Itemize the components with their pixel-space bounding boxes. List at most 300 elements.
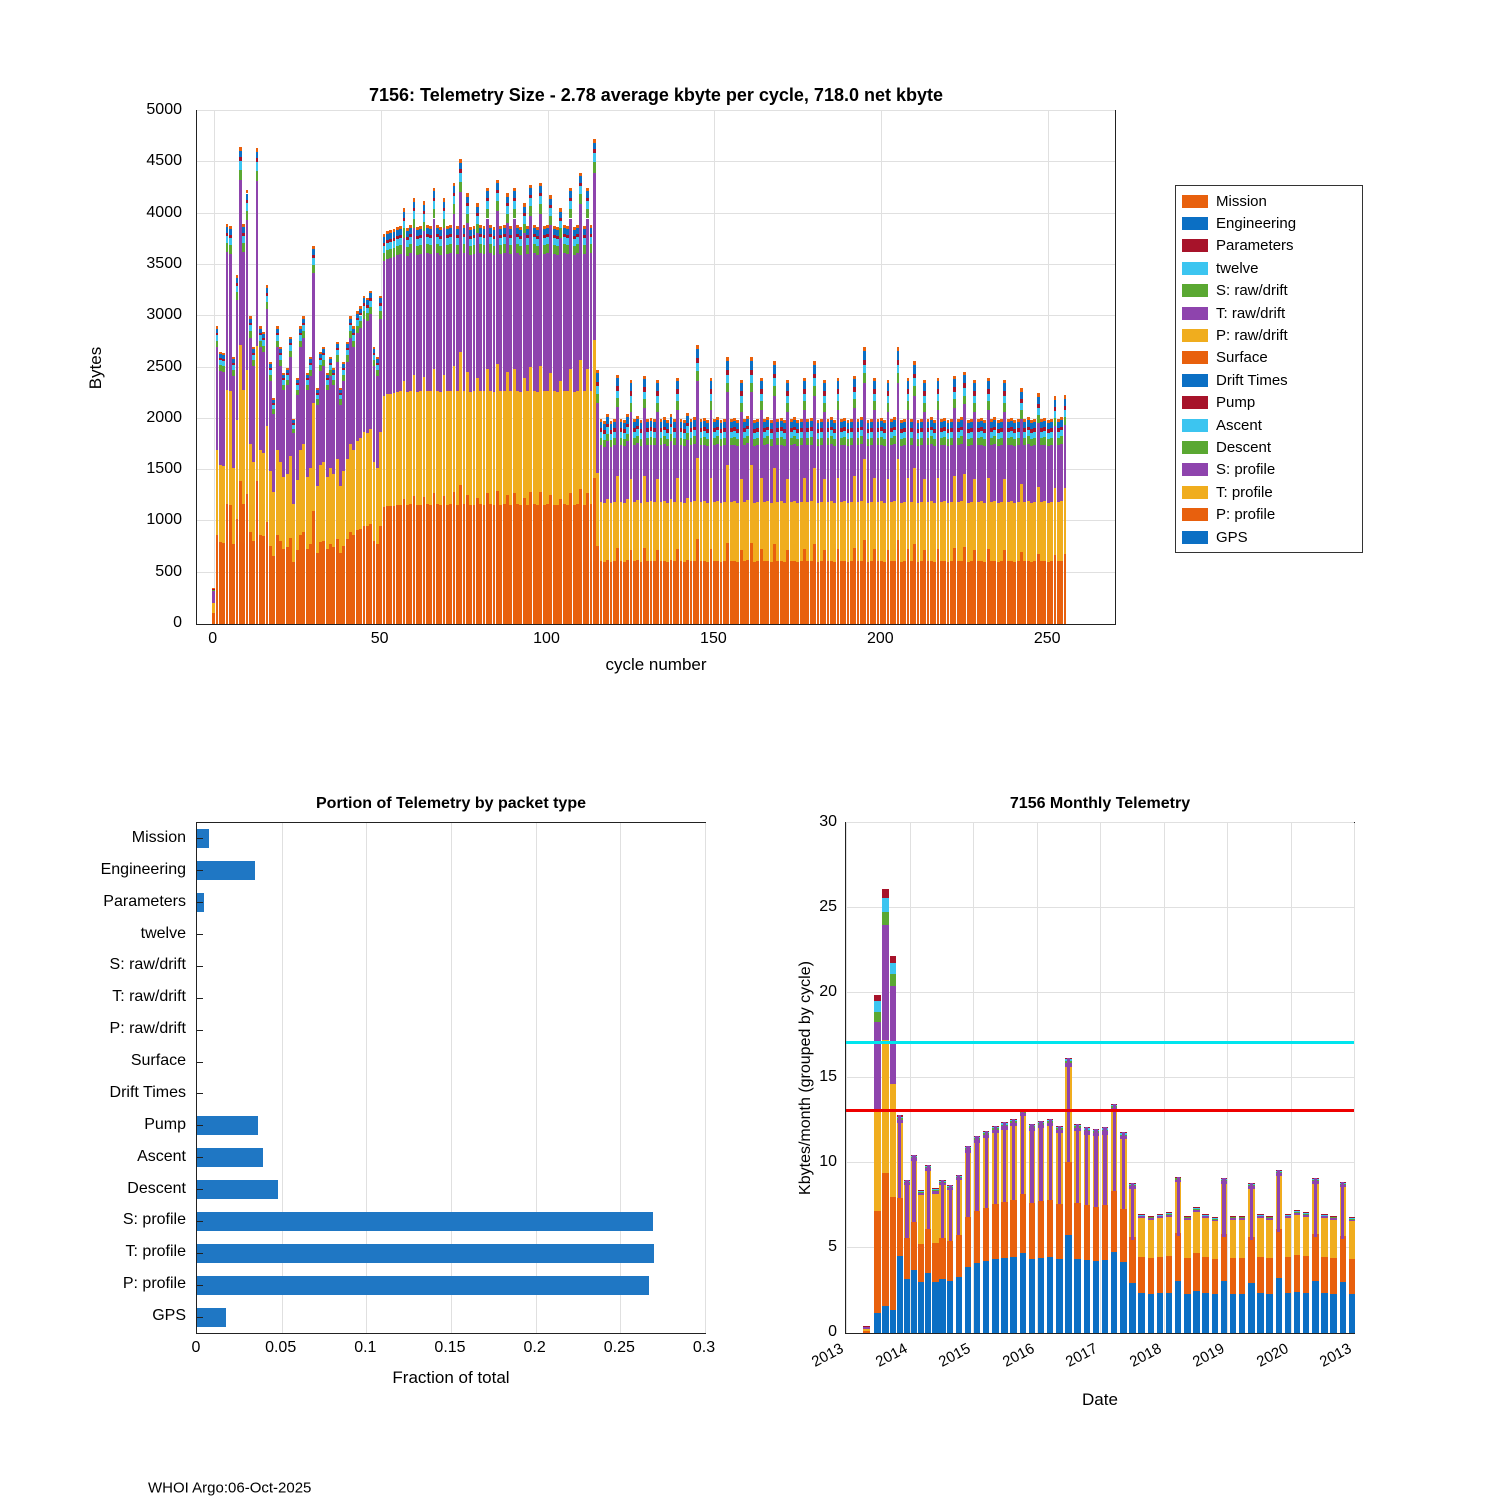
legend-swatch [1182,262,1208,275]
bar-segment [932,1190,938,1191]
axis-tick [197,902,203,903]
bar-segment [887,403,890,412]
bar-segment [963,375,966,383]
category-label: Surface [130,1052,186,1070]
bar-segment [1239,1217,1245,1218]
bar-segment [1303,1213,1309,1214]
bar-segment [897,373,900,383]
bar-segment [992,1204,998,1259]
month-bar [1065,1058,1071,1333]
month-bar [1330,1216,1336,1333]
bar-segment [1064,406,1067,410]
bar-segment [643,376,646,380]
bar-segment-spike [1085,1127,1088,1205]
bar-segment [740,380,743,384]
bar-segment [476,203,479,206]
legend-label: T: profile [1216,483,1273,501]
bar-segment [486,201,489,209]
month-bar [1084,1127,1090,1333]
bar-segment [1248,1237,1254,1283]
bar-segment-spike [927,1165,930,1229]
legend-item [1182,324,1356,346]
bar-segment [1202,1214,1208,1215]
bar-segment [1120,1209,1126,1262]
bar-segment [336,348,339,350]
bar-segment-spike [966,1146,969,1217]
bar-segment [1330,1258,1336,1294]
bar-segment [873,378,876,382]
bar-segment [453,193,456,197]
bar-segment [918,1244,924,1282]
bar-segment [1064,395,1067,398]
legend-label: Parameters [1216,237,1294,255]
horizontal-bar [197,861,255,880]
bar-segment [1230,1217,1236,1218]
bar-segment [369,307,372,314]
bar-segment [1202,1216,1208,1218]
bar-segment [336,342,339,344]
bar-segment [1138,1214,1144,1215]
bar-segment [1001,1202,1007,1258]
bar-segment [1166,1217,1172,1256]
month-bar [1129,1183,1135,1333]
bar-segment [1257,1216,1263,1218]
legend-label: Engineering [1216,215,1297,233]
bar-segment [740,391,743,395]
legend-item [1182,257,1356,279]
month-bar [1038,1121,1044,1334]
month-bar [1166,1212,1172,1333]
bar-segment-spike [1094,1129,1097,1207]
bl-chart-xlabel: Fraction of total [392,1368,510,1387]
bar-segment [1064,554,1067,624]
bar-segment [890,974,896,985]
bar-segment [586,209,589,219]
bar-segment [1340,1282,1346,1333]
x-tick-label: 250 [1033,630,1061,647]
month-bar [1102,1127,1108,1333]
legend-swatch [1182,239,1208,252]
legend-item [1182,369,1356,391]
bar-segment [302,325,305,331]
bar-segment [1193,1291,1199,1333]
bar-segment [506,214,509,223]
bar-segment [1111,1252,1117,1333]
bar-segment [1202,1218,1208,1257]
bar-segment [529,185,532,189]
bar-segment [923,391,926,395]
axis-tick [197,1253,203,1254]
month-bar [1047,1119,1053,1333]
bar-segment [229,229,232,235]
bar-segment [443,211,446,219]
bar-segment [496,190,499,194]
bar-segment [322,349,325,353]
month-bar [1266,1216,1272,1333]
top-chart-xlabel: cycle number [605,655,707,674]
bar-segment [1266,1216,1272,1217]
bar-segment [907,394,910,401]
bar-segment [1029,1259,1035,1333]
bar-segment-spike [1076,1124,1079,1203]
bar-segment [773,386,776,395]
bar-segment [887,391,890,395]
bar-segment [593,153,596,162]
legend-label: S: raw/drift [1216,282,1288,300]
bar-segment [882,912,888,925]
gridline [846,823,847,1333]
bar-segment-spike [949,1185,952,1241]
legend-label: twelve [1216,259,1259,277]
category-label: Descent [127,1179,186,1197]
bar-segment [1294,1255,1300,1292]
legend-label: Descent [1216,438,1272,456]
bar-segment [523,203,526,206]
bar-segment [413,198,416,201]
bar-segment [882,889,888,898]
bar-segment-spike [1131,1183,1134,1240]
y-tick-label: 0 [173,614,182,631]
bar-segment [953,376,956,380]
category-label: Drift Times [109,1083,186,1101]
bar-segment [486,209,489,219]
bar-segment [1303,1293,1309,1333]
bar-segment [874,1001,880,1011]
bar-segment [433,209,436,219]
bar-segment-spike [1250,1183,1253,1240]
bar-segment [423,214,426,222]
bar-segment [336,350,339,355]
y-tick-label: 10 [819,1153,837,1170]
telemetry-size-chart [0,0,1500,700]
bar-segment [953,387,956,391]
bar-segment [593,143,596,150]
bar-segment [529,206,532,216]
bar-segment [1054,400,1057,407]
bar-segment [459,163,462,170]
bar-segment [1184,1217,1190,1218]
bar-segment [1184,1216,1190,1217]
month-bar [1230,1216,1236,1333]
bar-segment [496,180,499,184]
bar-segment [1184,1218,1190,1220]
bar-segment [289,339,292,343]
bar-segment [579,186,582,194]
bar-segment [947,1281,953,1334]
bar-segment [496,183,499,189]
bar-segment [1230,1216,1236,1217]
month-bar [1202,1214,1208,1333]
bar-segment [433,201,436,209]
bar-segment [937,389,940,393]
bar-segment [773,365,776,373]
axis-tick [197,1221,203,1222]
y-tick-label: 1500 [146,460,182,478]
bar-segment [760,394,763,401]
axis-tick [197,838,203,839]
bar-segment [249,331,252,338]
x-tick-label: 0 [208,630,218,647]
bar-segment [947,1241,953,1280]
bar-segment [579,183,582,187]
month-bar [1312,1178,1318,1333]
bar-segment [873,394,876,401]
bar-segment [1212,1259,1218,1294]
bar-segment [256,152,259,159]
bar-segment [786,391,789,395]
bar-segment [229,235,232,238]
bar-segment [1157,1218,1163,1257]
bar-segment [874,1211,880,1312]
bar-segment [289,351,292,357]
bar-segment [249,325,252,331]
bar-segment [369,293,372,298]
bar-segment [1157,1215,1163,1216]
bar-segment [813,378,816,386]
bar-segment [506,193,509,196]
bar-segment [1202,1215,1208,1216]
bar-segment [1064,488,1067,554]
month-bar [1285,1214,1291,1333]
legend-swatch [1182,486,1208,499]
bar-segment [726,361,729,370]
bar-segment [229,226,232,229]
bar-segment [823,383,826,391]
bar-segment [636,416,639,419]
bar-segment [956,1235,962,1277]
bar-segment [1084,1260,1090,1333]
bar-segment [953,379,956,387]
bar-segment [907,389,910,393]
bar-segment [249,323,252,325]
y-tick-label: 2000 [146,408,182,426]
bar-segment [813,386,816,395]
bar-segment [890,986,896,1084]
bar-segment [606,414,609,417]
bar-segment [433,198,436,201]
horizontal-bar [197,1244,654,1263]
bar-segment [863,351,866,360]
bar-segment [750,370,753,375]
x-tick-label: 2013 [808,1340,847,1371]
bar-segment [813,365,816,373]
bar-segment [907,378,910,382]
y-tick-label: 1000 [146,511,182,529]
bar-segment [918,1193,924,1195]
bar-segment [312,265,315,273]
bar-segment [329,363,332,365]
bar-segment [676,389,679,393]
bar-segment [529,198,532,206]
bar-segment [1330,1216,1336,1217]
bar-segment [443,198,446,201]
y-tick-label: 15 [819,1068,837,1085]
bar-segment [549,199,552,205]
bar-segment [302,316,305,318]
gridline [705,823,706,1333]
bar-segment [1321,1215,1327,1216]
bar-segment [312,249,315,254]
bar-column [1064,395,1067,624]
bar-segment [1129,1283,1135,1333]
bar-segment [1193,1210,1199,1212]
bar-segment [246,200,249,203]
bar-segment [963,388,966,396]
legend-item [1182,347,1356,369]
bar-segment [937,378,940,382]
bar-segment [696,358,699,363]
x-tick-label: 2017 [1062,1340,1101,1371]
y-tick-label: 5 [828,1238,837,1255]
bar-segment [1321,1257,1327,1293]
legend-swatch [1182,351,1208,364]
bar-segment [760,401,763,410]
bar-segment [656,403,659,412]
bar-segment [897,1198,903,1256]
bar-segment [773,374,776,379]
bar-segment [1129,1237,1135,1283]
bar-segment [1212,1221,1218,1259]
bar-segment [216,329,219,333]
bar-segment [1010,1200,1016,1257]
bar-segment [586,201,589,209]
br-chart-plot-area [845,822,1355,1334]
bar-segment [987,378,990,382]
bar-segment [965,1267,971,1333]
legend-item [1182,436,1356,458]
bar-segment [466,193,469,196]
bar-segment [656,380,659,384]
bar-segment [302,331,305,338]
bar-segment [266,302,269,309]
bar-segment [1212,1217,1218,1218]
bar-segment-spike [1021,1109,1024,1194]
bar-segment [863,1327,869,1329]
bar-segment [1184,1220,1190,1258]
bar-segment [453,204,456,214]
bar-segment [586,198,589,201]
x-tick-label: 0.25 [603,1339,635,1356]
month-bar [1212,1217,1218,1333]
bar-segment [803,389,806,393]
axis-tick [197,1093,203,1094]
bar-segment [974,1211,980,1263]
bar-segment [616,391,619,398]
legend-swatch [1182,463,1208,476]
bar-segment [1003,403,1006,412]
bar-segment [403,218,406,221]
bar-segment [786,380,789,384]
bar-segment [973,383,976,391]
bar-segment [1047,1257,1053,1333]
bar-segment [423,205,426,211]
bar-segment [279,355,282,360]
legend-label: T: raw/drift [1216,304,1286,322]
bar-segment [963,383,966,388]
bar-segment [373,349,376,353]
bar-segment [890,956,896,964]
bar-segment [1166,1215,1172,1217]
bar-segment [616,378,619,386]
bar-segment [963,372,966,376]
legend-item [1182,190,1356,212]
bar-segment [913,386,916,395]
x-tick-label: 2020 [1253,1340,1291,1371]
bar-segment [1138,1218,1144,1257]
month-bar [1303,1212,1309,1333]
bar-segment [616,398,619,407]
gridline [197,315,1115,316]
bar-segment [1202,1257,1208,1293]
bar-segment [874,1110,880,1211]
bar-segment [596,382,599,387]
bar-segment [1029,1203,1035,1258]
bar-segment [586,191,589,197]
bar-segment [932,1191,938,1193]
bar-segment [579,173,582,177]
bar-segment [1054,407,1057,411]
bar-segment [983,1208,989,1262]
month-bar [918,1190,924,1333]
bar-segment [1212,1220,1218,1222]
bar-segment [1157,1214,1163,1215]
bar-segment [1001,1258,1007,1333]
bar-segment [1257,1215,1263,1216]
bar-segment [643,387,646,391]
x-tick-label: 2018 [1126,1340,1164,1371]
legend-swatch [1182,284,1208,297]
month-bar [911,1155,917,1334]
bar-segment [953,392,956,399]
bar-segment [539,193,542,197]
bar-segment [710,401,713,410]
bar-segment [1349,1220,1355,1222]
bar-segment [1330,1217,1336,1218]
bar-segment [656,396,659,403]
bar-segment [539,186,542,192]
bar-segment [1166,1212,1172,1213]
gridline [197,213,1115,214]
bar-segment [1285,1293,1291,1333]
bar-segment [853,376,856,380]
bar-segment [289,343,292,345]
bar-segment [593,149,596,153]
bar-segment [937,381,940,389]
bar-segment [897,365,900,373]
bar-segment [1166,1213,1172,1214]
bar-segment [1074,1259,1080,1333]
horizontal-bar [197,1180,278,1199]
bar-segment [459,169,462,173]
bar-segment [1157,1215,1163,1216]
bar-segment [803,401,806,410]
bar-segment-spike [1030,1124,1033,1203]
bar-segment [1037,404,1040,408]
bar-segment [630,383,633,391]
bar-segment [630,380,633,384]
bar-segment [459,159,462,163]
bar-segment [911,1222,917,1269]
bar-segment [423,211,426,214]
bar-segment [1230,1218,1236,1220]
bar-segment [1230,1294,1236,1333]
bar-segment [696,345,699,349]
bar-segment [974,1263,980,1333]
bar-segment [322,360,325,366]
x-tick-label: 0.1 [354,1339,377,1356]
bar-segment [1257,1257,1263,1293]
bar-segment-spike [1222,1178,1225,1237]
